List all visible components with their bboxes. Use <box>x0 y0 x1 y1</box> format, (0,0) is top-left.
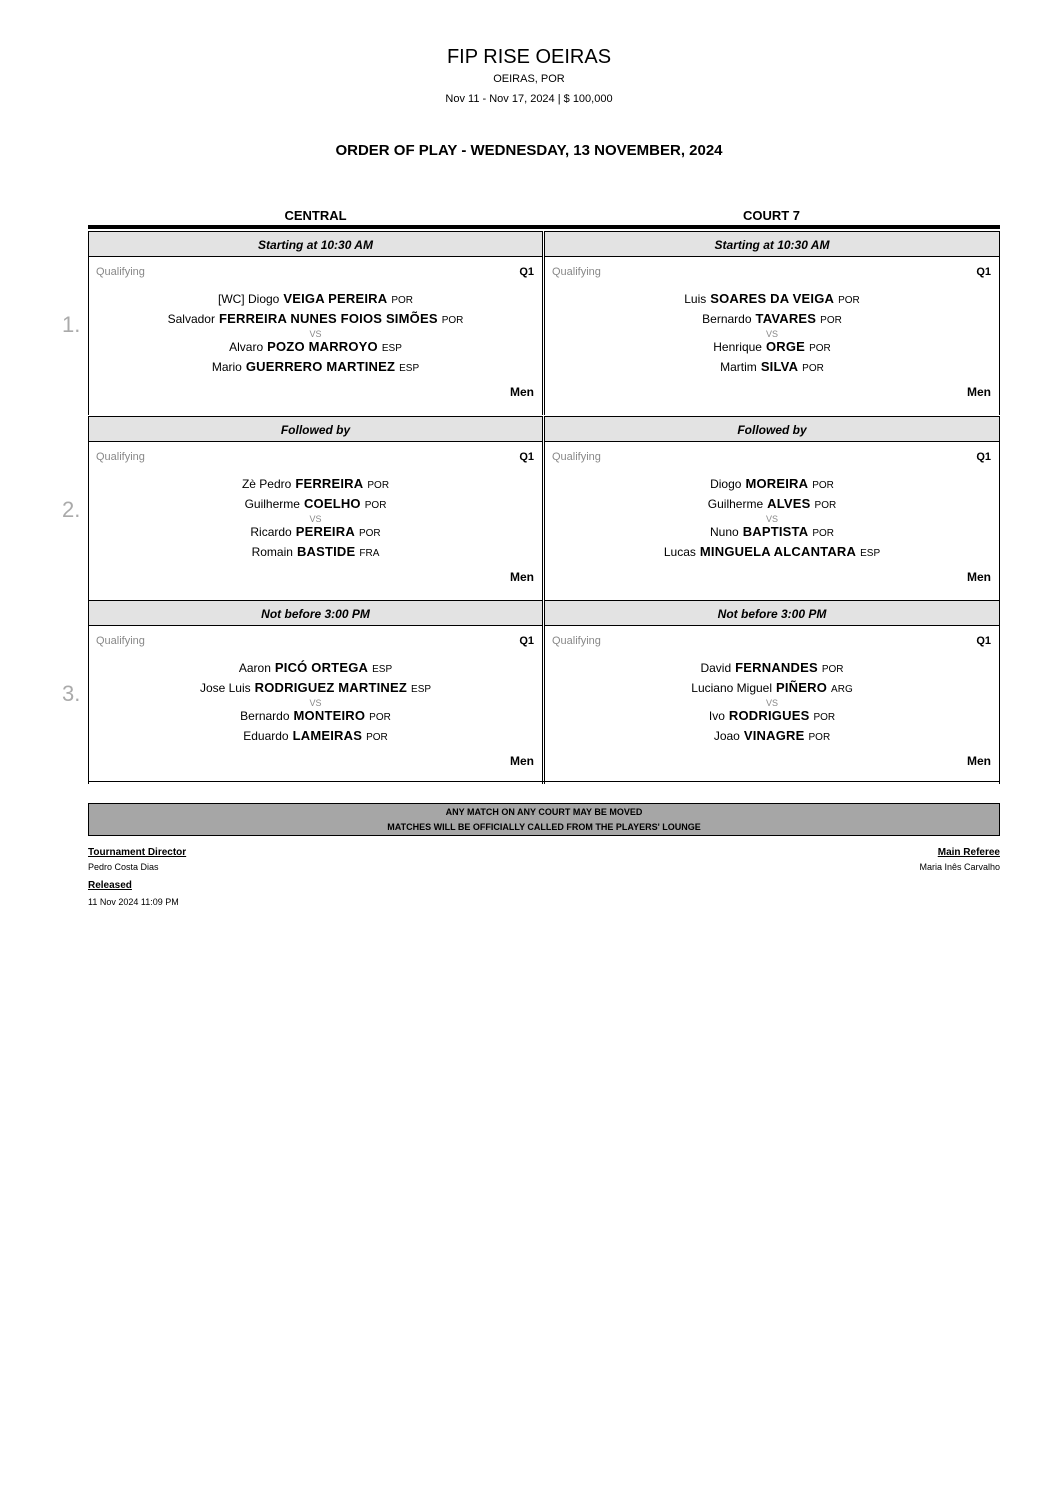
player <box>545 312 999 326</box>
player-nationality: POR <box>838 295 860 306</box>
player <box>545 292 999 306</box>
player-nationality: POR <box>813 712 836 723</box>
versus-label: VS <box>309 513 322 524</box>
player <box>545 360 999 374</box>
slot-time: Followed by <box>88 416 543 442</box>
order-of-play-heading: ORDER OF PLAY - WEDNESDAY, 13 NOVEMBER, 2024 <box>335 142 723 159</box>
player <box>545 340 999 354</box>
slot-time: Not before 3:00 PM <box>544 600 1000 626</box>
player <box>89 312 542 326</box>
player <box>89 729 542 743</box>
player-last-name: BASTIDE <box>296 543 356 559</box>
player-nationality: ARG <box>831 684 853 695</box>
tournament-dates-prize: Nov 11 - Nov 17, 2024 | $ 100,000 <box>445 93 613 105</box>
player-last-name: PICÓ ORTEGA <box>274 660 369 675</box>
player-first-name: Guilherme <box>244 496 300 511</box>
match-slot <box>88 416 543 600</box>
player <box>89 681 542 695</box>
player-nationality: POR <box>802 363 824 374</box>
match-round: Q1 <box>519 450 534 463</box>
released-time: 11 Nov 2024 11:09 PM <box>88 897 179 907</box>
player-last-name: BAPTISTA <box>742 523 809 539</box>
player-first-name: Alvaro <box>229 340 264 354</box>
player-first-name: Zè Pedro <box>241 476 292 491</box>
player-nationality: ESP <box>381 343 402 354</box>
match-card <box>88 626 543 784</box>
match-slot <box>544 231 1000 415</box>
player-last-name: FERNANDES <box>735 660 818 675</box>
versus-label: VS <box>765 329 778 339</box>
player-last-name: VINAGRE <box>743 728 805 743</box>
player-last-name: FERREIRA <box>295 475 364 491</box>
notice-line: MATCHES WILL BE OFFICIALLY CALLED FROM THE PLAYERS' LOUNGE <box>387 822 701 832</box>
player-last-name: MONTEIRO <box>293 708 366 723</box>
match-round: Q1 <box>976 266 991 278</box>
player-first-name: Mario <box>211 360 242 374</box>
notice-banner <box>88 803 1000 836</box>
player-first-name: Jose Luis <box>199 681 251 695</box>
match-event: Men <box>967 754 991 768</box>
match-slot <box>88 231 543 415</box>
player-seed: [WC] <box>217 292 248 306</box>
slot-time: Starting at 10:30 AM <box>88 231 543 257</box>
slot-time: Not before 3:00 PM <box>88 600 543 626</box>
released-label: Released <box>88 880 132 891</box>
match-category: Qualifying <box>552 635 601 647</box>
player <box>545 497 999 511</box>
player-nationality: POR <box>820 315 842 326</box>
court-header-court-7: COURT 7 <box>742 208 801 223</box>
player-last-name: RODRIGUEZ MARTINEZ <box>254 680 408 695</box>
player <box>545 681 999 695</box>
player-nationality: ESP <box>372 664 393 675</box>
player-last-name: GUERRERO MARTINEZ <box>245 359 396 374</box>
player-first-name: Joao <box>713 729 740 743</box>
player <box>89 545 542 559</box>
referee-label: Main Referee <box>937 847 1000 858</box>
player-last-name: TAVARES <box>755 311 817 326</box>
match-category: Qualifying <box>552 450 601 463</box>
match-slot <box>544 416 1000 600</box>
court-header-central: CENTRAL <box>284 208 347 223</box>
player-first-name: Ricardo <box>250 524 292 539</box>
player-first-name: Bernardo <box>240 709 290 723</box>
player <box>545 545 999 559</box>
player-last-name: MINGUELA ALCANTARA <box>699 543 857 559</box>
player <box>89 360 542 374</box>
player-nationality: POR <box>814 499 837 511</box>
player-nationality: POR <box>391 295 413 306</box>
player-first-name: Salvador <box>167 312 215 326</box>
match-card <box>88 442 543 600</box>
player-last-name: SOARES DA VEIGA <box>710 291 835 306</box>
match-category: Qualifying <box>96 450 145 463</box>
player-nationality: POR <box>366 732 388 743</box>
player <box>545 709 999 723</box>
player-last-name: ALVES <box>767 495 811 511</box>
player-first-name: Lucas <box>663 544 696 559</box>
tournament-title: FIP RISE OEIRAS <box>446 46 612 68</box>
player <box>545 729 999 743</box>
player <box>89 661 542 675</box>
match-round: Q1 <box>976 635 991 647</box>
versus-label: VS <box>765 513 778 524</box>
player-last-name: PEREIRA <box>295 523 355 539</box>
match-card <box>544 442 1000 600</box>
match-category: Qualifying <box>96 266 145 278</box>
match-card <box>544 626 1000 784</box>
slot-time: Followed by <box>544 416 1000 442</box>
tournament-location: OEIRAS, POR <box>493 73 565 85</box>
player-nationality: POR <box>367 479 390 491</box>
player-first-name: Luciano Miguel <box>691 681 772 695</box>
player-nationality: POR <box>812 527 834 539</box>
player-first-name: Guilherme <box>707 496 764 511</box>
player-last-name: FERREIRA NUNES FOIOS SIMÕES <box>218 311 438 326</box>
referee-name: Maria Inês Carvalho <box>919 862 1000 872</box>
match-round: Q1 <box>519 635 534 647</box>
match-category: Qualifying <box>96 635 145 647</box>
player-nationality: POR <box>369 712 391 723</box>
player-first-name: Luis <box>684 292 707 306</box>
match-event: Men <box>510 569 534 584</box>
slot-time: Starting at 10:30 AM <box>544 231 1000 257</box>
player <box>545 525 999 539</box>
player-nationality: POR <box>808 732 831 743</box>
match-card <box>544 257 1000 415</box>
player-last-name: LAMEIRAS <box>292 728 363 743</box>
player-last-name: POZO MARROYO <box>267 339 378 354</box>
match-order-number: 2. <box>62 496 81 522</box>
versus-label: VS <box>765 698 778 708</box>
player-first-name: Bernardo <box>702 312 752 326</box>
player <box>89 477 542 491</box>
match-slot <box>88 600 543 784</box>
table-top-rule <box>88 225 1000 229</box>
player-nationality: ESP <box>860 547 881 559</box>
player-nationality: FRA <box>359 547 380 559</box>
player-last-name: MOREIRA <box>745 475 809 491</box>
player <box>89 497 542 511</box>
player <box>89 340 542 354</box>
match-event: Men <box>967 385 991 399</box>
match-round: Q1 <box>519 266 534 278</box>
match-order-number: 1. <box>62 312 81 337</box>
player-nationality: POR <box>441 315 464 326</box>
match-slot <box>544 600 1000 784</box>
player-nationality: ESP <box>399 363 420 374</box>
player-first-name: Martim <box>720 360 757 374</box>
player-first-name: Henrique <box>713 340 762 354</box>
player-last-name: SILVA <box>760 359 799 374</box>
player-last-name: PIÑERO <box>776 680 828 695</box>
player-last-name: COELHO <box>303 495 361 511</box>
player <box>545 477 999 491</box>
versus-label: VS <box>309 698 322 708</box>
notice-line: ANY MATCH ON ANY COURT MAY BE MOVED <box>445 807 643 817</box>
player <box>545 661 999 675</box>
player <box>89 709 542 723</box>
player <box>89 292 542 306</box>
match-event: Men <box>510 385 534 399</box>
player-first-name: Romain <box>251 544 293 559</box>
player-nationality: ESP <box>411 684 432 695</box>
match-round: Q1 <box>976 450 991 463</box>
table-bottom-rule <box>88 781 1000 782</box>
player-nationality: POR <box>812 479 834 491</box>
player-first-name: Aaron <box>238 661 271 675</box>
player-first-name: Nuno <box>710 524 739 539</box>
player-first-name: Ivo <box>708 709 725 723</box>
player-nationality: POR <box>358 527 381 539</box>
player <box>89 525 542 539</box>
director-label: Tournament Director <box>88 847 187 858</box>
player-last-name: RODRIGUES <box>728 708 810 723</box>
match-category: Qualifying <box>552 266 601 278</box>
player-nationality: POR <box>809 343 831 354</box>
player-nationality: POR <box>821 664 844 675</box>
player-first-name: Eduardo <box>243 729 289 743</box>
player-nationality: POR <box>364 499 387 511</box>
player-last-name: ORGE <box>765 339 806 354</box>
player-first-name: Diogo <box>710 476 742 491</box>
player-first-name: David <box>700 661 732 675</box>
match-order-number: 3. <box>62 681 81 706</box>
player-last-name: VEIGA PEREIRA <box>283 291 388 306</box>
player-first-name: Diogo <box>247 292 280 306</box>
match-card <box>88 257 543 415</box>
director-name: Pedro Costa Dias <box>88 862 159 872</box>
versus-label: VS <box>309 329 322 339</box>
match-event: Men <box>967 569 991 584</box>
match-event: Men <box>510 754 534 768</box>
